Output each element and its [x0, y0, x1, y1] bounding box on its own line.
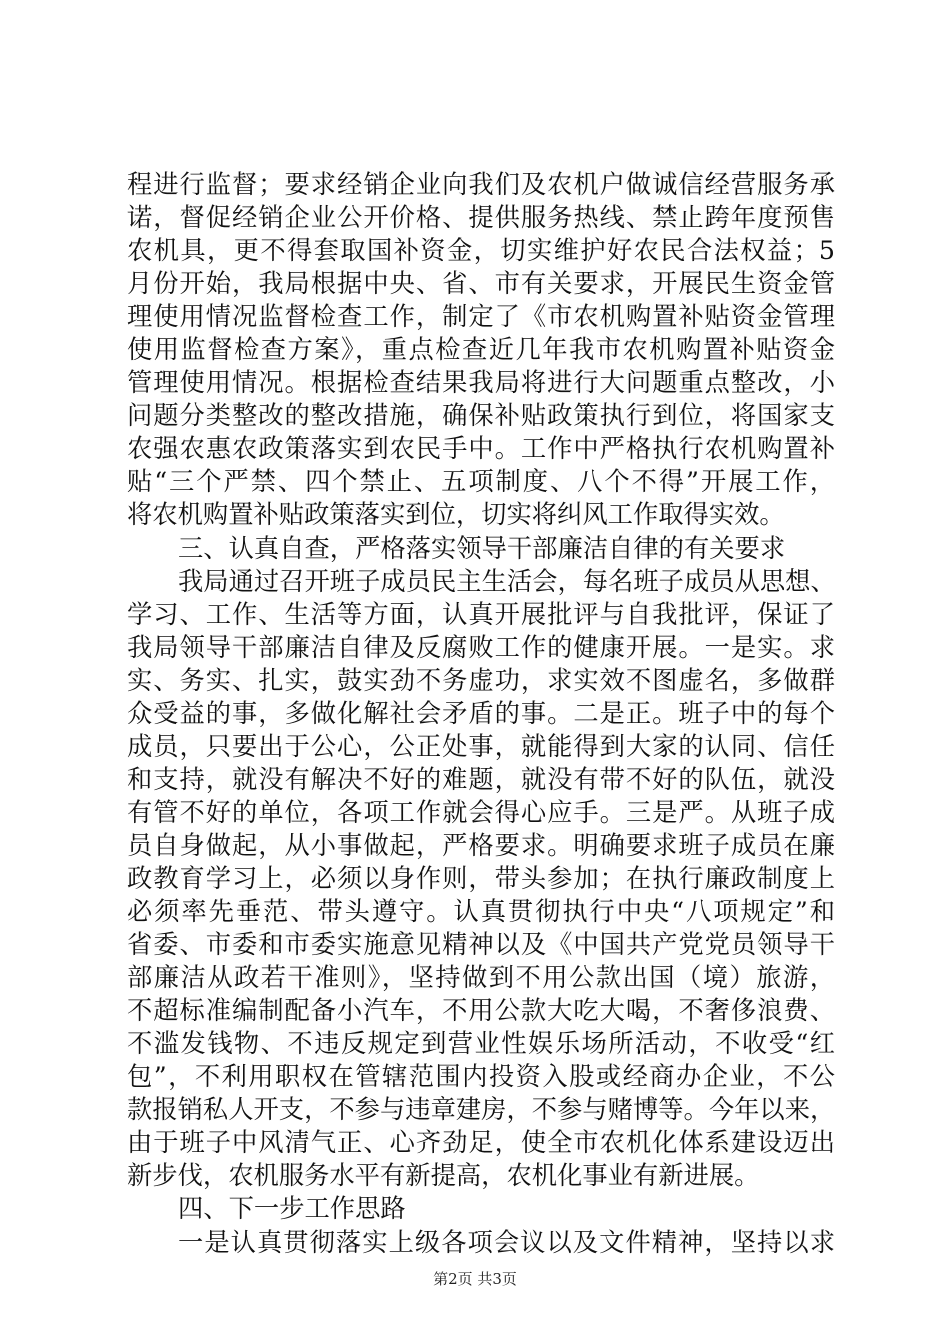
- section-heading: 四、下一步工作思路: [178, 1194, 406, 1224]
- text-line: 部廉洁从政若干准则》，坚持做到不用公款出国（境）旅游，: [127, 963, 835, 993]
- text-line: 省委、市委和市委实施意见精神以及《中国共产党党员领导干: [127, 930, 835, 960]
- page-number-footer: 第2页 共3页: [433, 1270, 517, 1288]
- document-body: [127, 168, 835, 1259]
- text-line: 不滥发钱物、不违反规定到营业性娱乐场所活动，不收受“红: [127, 1029, 835, 1059]
- text-line: 由于班子中风清气正、心齐劲足，使全市农机化体系建设迈出: [127, 1128, 835, 1158]
- text-line: 使用监督检查方案》，重点检查近几年我市农机购置补贴资金: [127, 335, 835, 365]
- text-line: 学习、工作、生活等方面，认真开展批评与自我批评，保证了: [127, 599, 835, 629]
- text-line: 和支持，就没有解决不好的难题，就没有带不好的队伍，就没: [127, 764, 835, 794]
- paragraph-first-line: 一是认真贯彻落实上级各项会议以及文件精神，坚持以求: [178, 1227, 835, 1257]
- text-line: 必须率先垂范、带头遵守。认真贯彻执行中央“八项规定”和: [127, 897, 835, 927]
- text-line: 款报销私人开支，不参与违章建房，不参与赌博等。今年以来，: [127, 1095, 836, 1125]
- text-line: 包”，不利用职权在管辖范围内投资入股或经商办企业，不公: [127, 1062, 835, 1092]
- text-line: 众受益的事，多做化解社会矛盾的事。二是正。班子中的每个: [127, 698, 835, 728]
- paragraph-last-line: 将农机购置补贴政策落实到位，切实将纠风工作取得实效。: [127, 500, 785, 530]
- text-line: 我局领导干部廉洁自律及反腐败工作的健康开展。一是实。求: [127, 632, 835, 662]
- text-line: 成员，只要出于公心，公正处事，就能得到大家的认同、信任: [127, 731, 835, 761]
- text-line: 月份开始，我局根据中央、省、市有关要求，开展民生资金管: [127, 269, 835, 299]
- text-line: 贴“三个严禁、四个禁止、五项制度、八个不得”开展工作，: [127, 467, 835, 497]
- text-line: 农强农惠农政策落实到农民手中。工作中严格执行农机购置补: [127, 434, 835, 464]
- paragraph-last-line: 新步伐，农机服务水平有新提高，农机化事业有新进展。: [127, 1161, 760, 1191]
- text-line: 理使用情况监督检查工作，制定了《市农机购置补贴资金管理: [127, 302, 835, 332]
- text-line: 政教育学习上，必须以身作则，带头参加；在执行廉政制度上: [127, 863, 835, 893]
- paragraph-first-line: 我局通过召开班子成员民主生活会，每名班子成员从思想、: [178, 566, 836, 596]
- text-line: 管理使用情况。根据检查结果我局将进行大问题重点整改，小: [127, 368, 835, 398]
- text-line: 实、务实、扎实，鼓实劲不务虚功，求实效不图虚名，多做群: [127, 665, 835, 695]
- text-line: 诺，督促经销企业公开价格、提供服务热线、禁止跨年度预售: [127, 203, 835, 233]
- text-line: 有管不好的单位，各项工作就会得心应手。三是严。从班子成: [127, 797, 835, 827]
- text-line: 程进行监督；要求经销企业向我们及农机户做诚信经营服务承: [127, 170, 835, 199]
- text-line: 问题分类整改的整改措施，确保补贴政策执行到位，将国家支: [127, 401, 835, 431]
- text-line: 农机具，更不得套取国补资金，切实维护好农民合法权益；5: [127, 236, 835, 266]
- text-line: 员自身做起，从小事做起，严格要求。明确要求班子成员在廉: [127, 830, 835, 860]
- section-heading: 三、认真自查，严格落实领导干部廉洁自律的有关要求: [178, 533, 786, 563]
- text-line: 不超标准编制配备小汽车，不用公款大吃大喝，不奢侈浪费、: [127, 996, 835, 1026]
